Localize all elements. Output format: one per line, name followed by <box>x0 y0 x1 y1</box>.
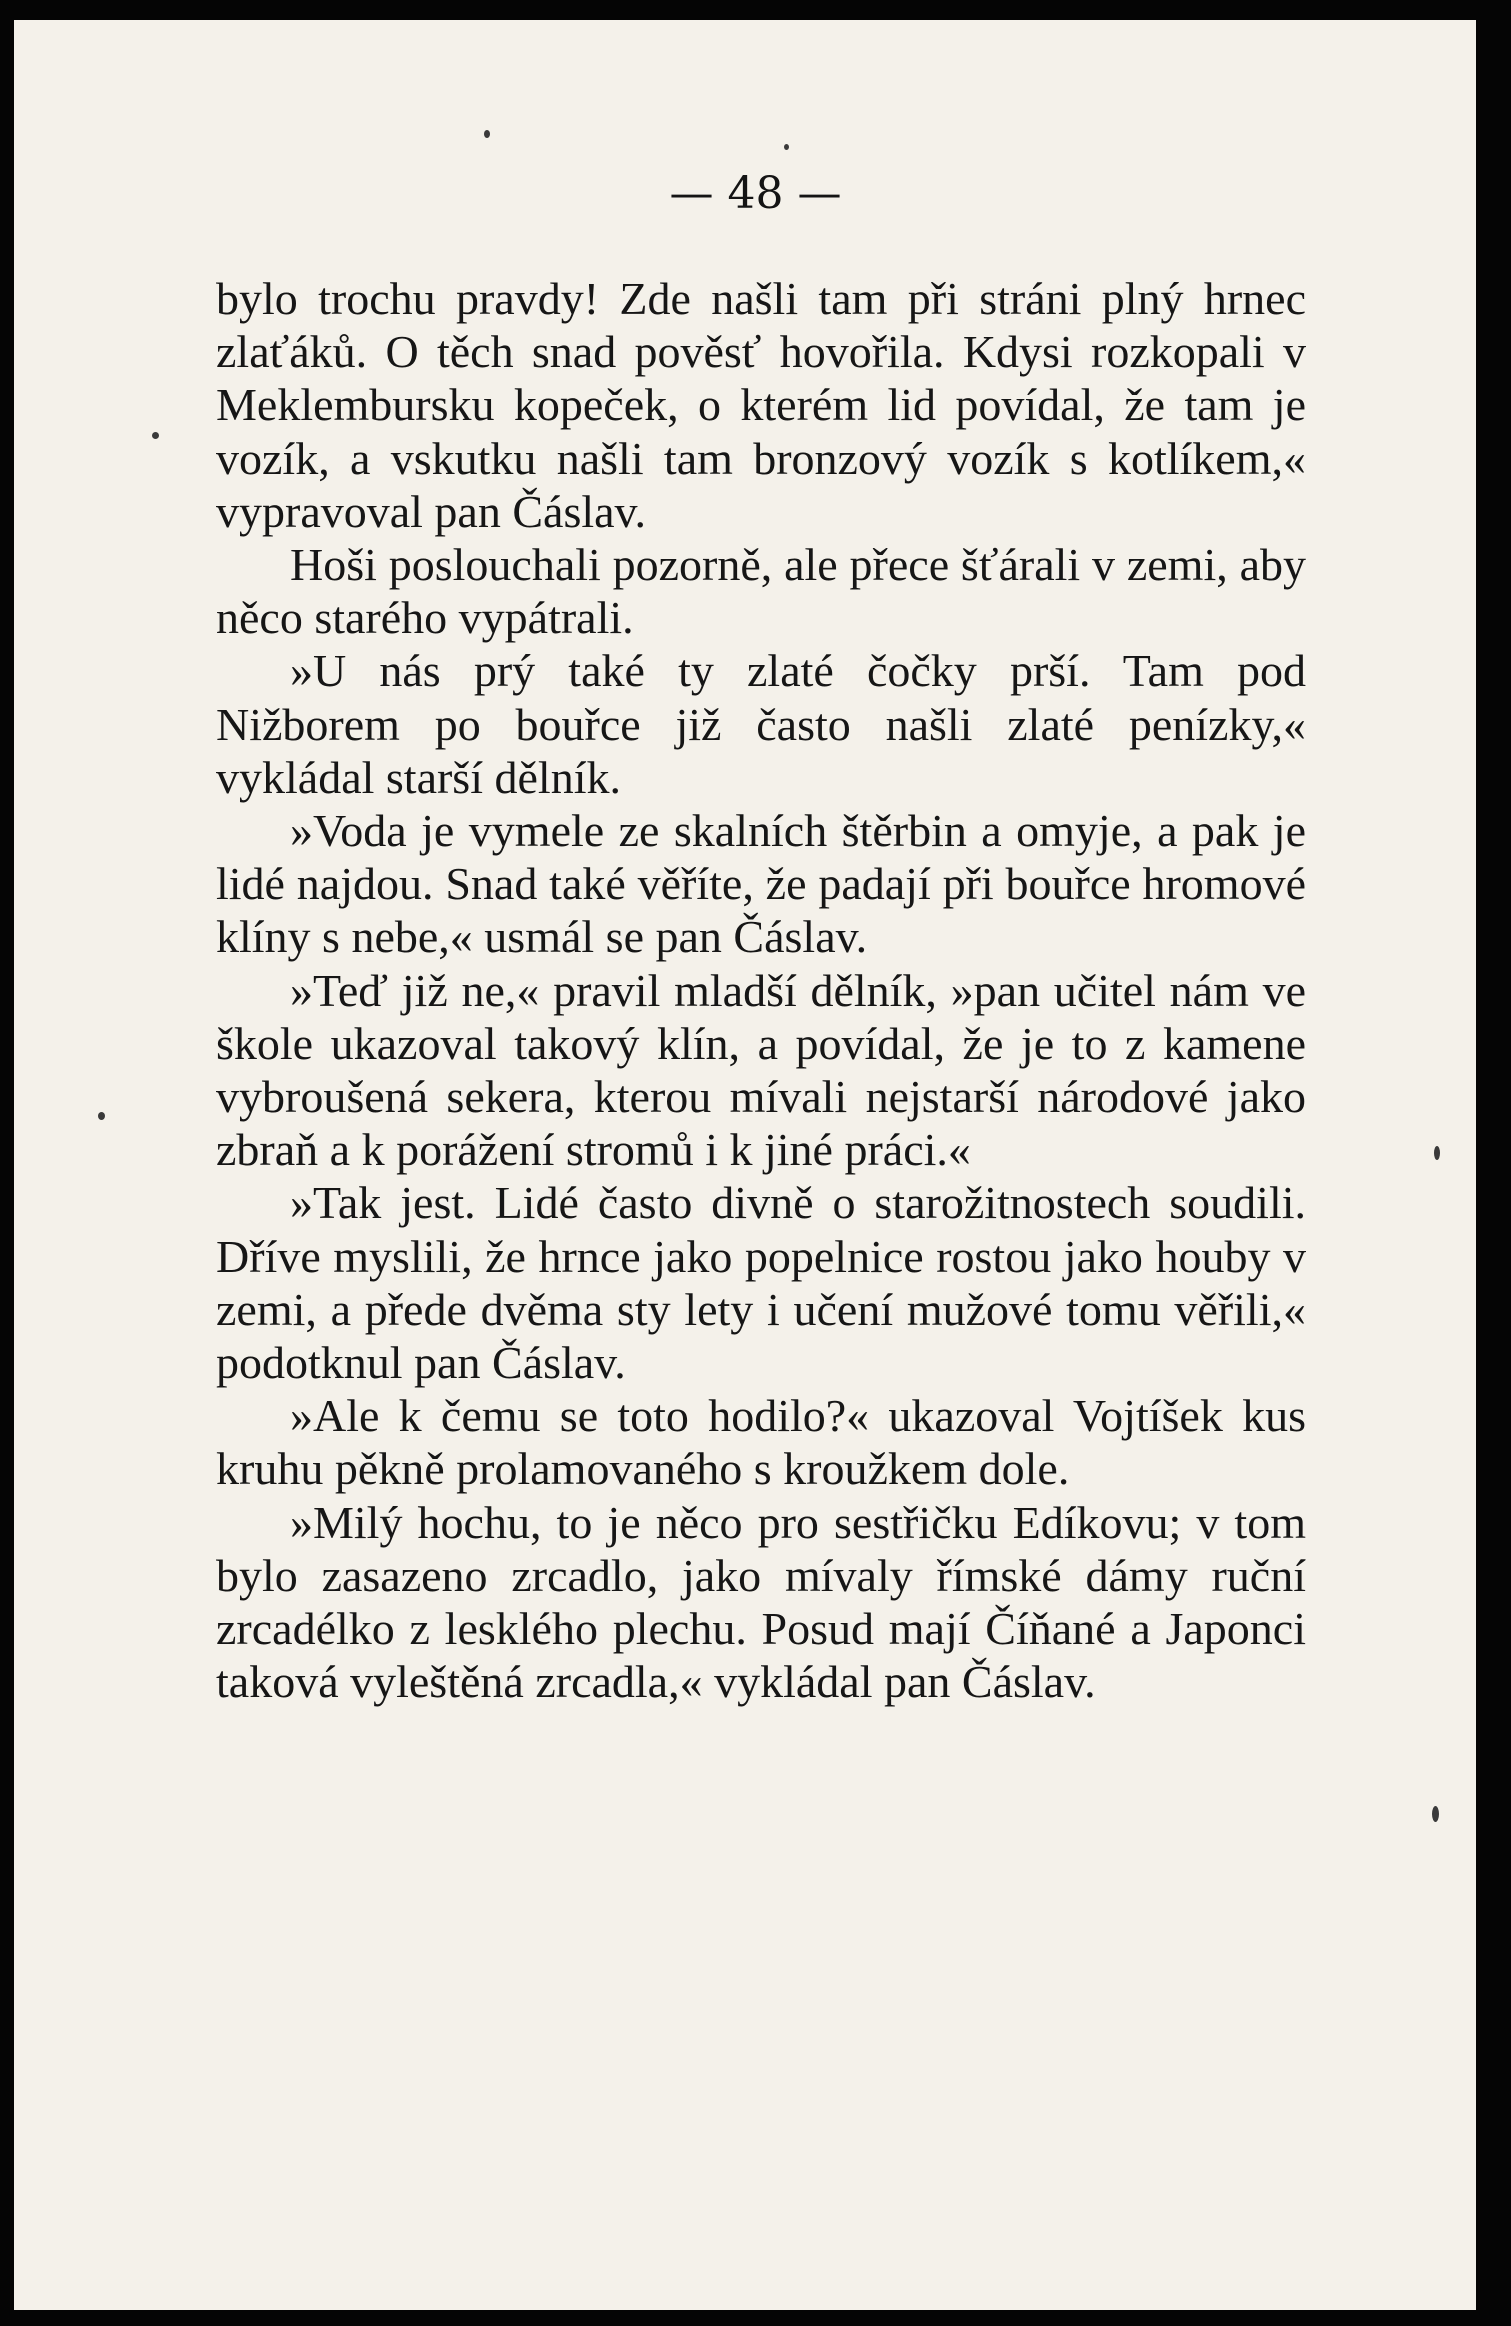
print-speck <box>1432 1806 1439 1822</box>
paragraph: »U nás prý také ty zlaté čočky prší. Tam pod Nižborem po bouřce již často našli zlaté penízky,« vykládal starší dělník. <box>216 645 1306 803</box>
paragraph: Hoši poslouchali pozorně, ale přece šťárali v zemi, aby něco starého vypátrali. <box>216 539 1306 644</box>
print-speck <box>484 130 490 138</box>
print-speck <box>1434 1146 1440 1160</box>
print-speck <box>98 1112 105 1120</box>
paragraph: bylo trochu pravdy! Zde našli tam při stráni plný hrnec zlaťáků. O těch snad pověsť hovořila. Kdysi rozkopali v Meklembursku kopeček, o kterém lid povídal, že tam je vozík, a vskutku našli tam bronzový vozík s kotlíkem,« vypravoval pan Čáslav. <box>216 273 1306 537</box>
print-speck <box>784 144 789 150</box>
paragraph: »Voda je vymele ze skalních štěrbin a omyje, a pak je lidé najdou. Snad také věříte, že padají při bouřce hromové klíny s nebe,« usmál se pan Čáslav. <box>216 805 1306 963</box>
print-speck <box>152 432 159 439</box>
paragraph: »Milý hochu, to je něco pro sestřičku Edíkovu; v tom bylo zasazeno zrcadlo, jako mívaly římské dámy ruční zrcadélko z lesklého plechu. Posud mají Číňané a Japonci taková vyleštěná zrcadla,« vykládal pan Čáslav. <box>216 1496 1306 1708</box>
body-text <box>216 272 1306 1708</box>
page-number: — 48 — <box>669 168 842 219</box>
paragraph: »Tak jest. Lidé často divně o starožitnostech soudili. Dříve myslili, že hrnce jako popelnice rostou jako houby v zemi, a přede dvěma sty lety i učení mužové tomu věřili,« podotknul pan Čáslav. <box>216 1177 1306 1389</box>
paragraph: »Teď již ne,« pravil mladší dělník, »pan učitel nám ve škole ukazoval takový klín, a povídal, že je to z kamene vybroušená sekera, kterou mívali nejstarší národové jako zbraň a k porážení stromů i k jiné práci.« <box>216 964 1306 1176</box>
paragraph: »Ale k čemu se toto hodilo?« ukazoval Vojtíšek kus kruhu pěkně prolamovaného s kroužkem dole. <box>216 1390 1306 1495</box>
